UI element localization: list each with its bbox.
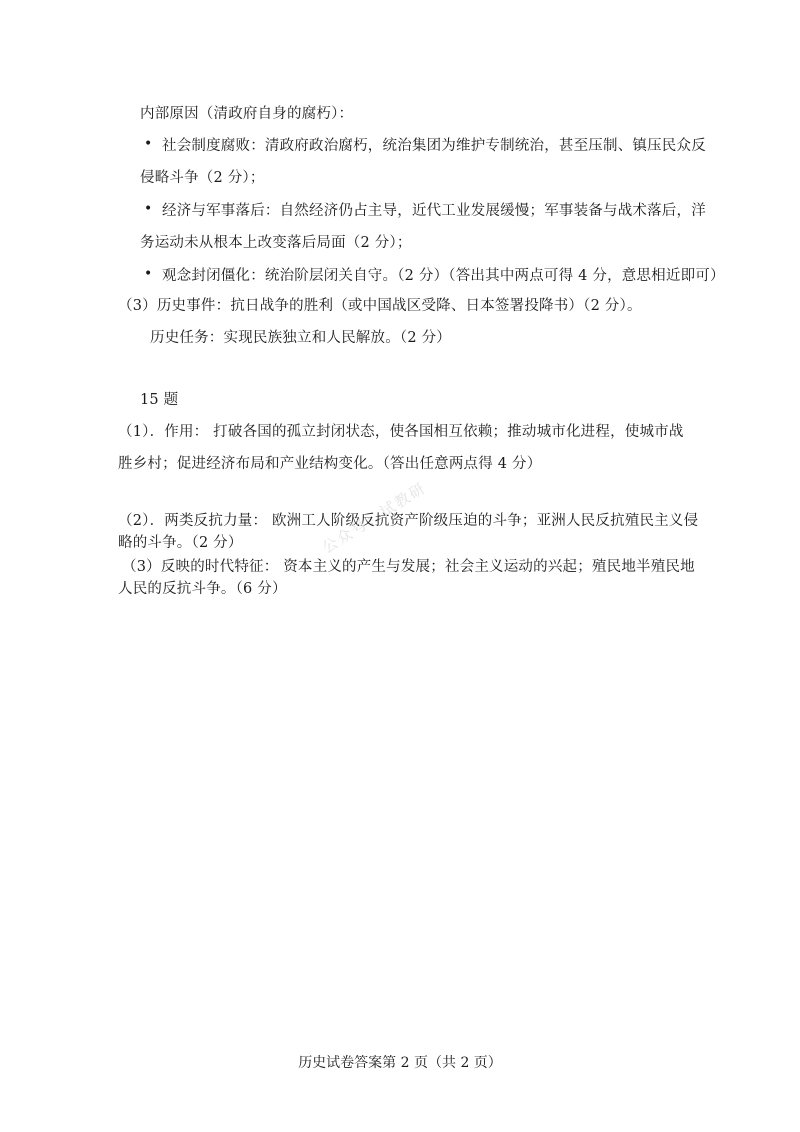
bullet2-line1: 经济与军事落后：自然经济仍占主导，近代工业发展缓慢；军事装备与战术落后，洋 [162, 203, 706, 219]
q15-3-line2: 人民的反抗斗争。（6 分） [118, 581, 287, 597]
bullet-marker: • [144, 266, 153, 282]
q15-2-line1: （2）．两类反抗力量： 欧洲工人阶级反抗资产阶级压迫的斗争；亚洲人民反抗殖民主义侵 [118, 513, 699, 529]
page-footer: 历史试卷答案第 2 页（共 2 页） [298, 1055, 502, 1071]
bullet3-line1: 观念封闭僵化：统治阶层闭关自守。（2 分）（答出其中两点可得 4 分，意思相近即可） [162, 268, 725, 284]
q15-2-line2: 略的斗争。（2 分） [118, 535, 243, 551]
q15-3-line1: （3）反映的时代特征： 资本主义的产生与发展；社会主义运动的兴起；殖民地半殖民地 [122, 559, 695, 575]
bullet-marker: • [144, 136, 153, 152]
q15-1-line2: 胜乡村；促进经济布局和产业结构变化。（答出任意两点得 4 分） [118, 456, 542, 472]
bullet1-line2: 侵略斗争（2 分）； [140, 170, 265, 186]
q3-historical-event: （3）历史事件：抗日战争的胜利（或中国战区受降、日本签署投降书）（2 分）。 [118, 298, 642, 314]
internal-causes-heading: 内部原因（清政府自身的腐朽）： [140, 106, 354, 122]
q15-1-line1: （1）．作用： 打破各国的孤立封闭状态，使各国相互依赖；推动城市化进程，使城市战 [118, 424, 684, 440]
bullet2-line2: 务运动未从根本上改变落后局面（2 分）； [140, 235, 412, 251]
watermark: 公众号：试教研 [319, 478, 430, 557]
question-15-title: 15 题 [140, 392, 179, 408]
bullet1-line1: 社会制度腐败：清政府政治腐朽，统治集团为维护专制统治，甚至压制、镇压民众反 [162, 138, 706, 154]
bullet-marker: • [144, 201, 153, 217]
q3-historical-task: 历史任务：实现民族独立和人民解放。（2 分） [150, 330, 451, 346]
